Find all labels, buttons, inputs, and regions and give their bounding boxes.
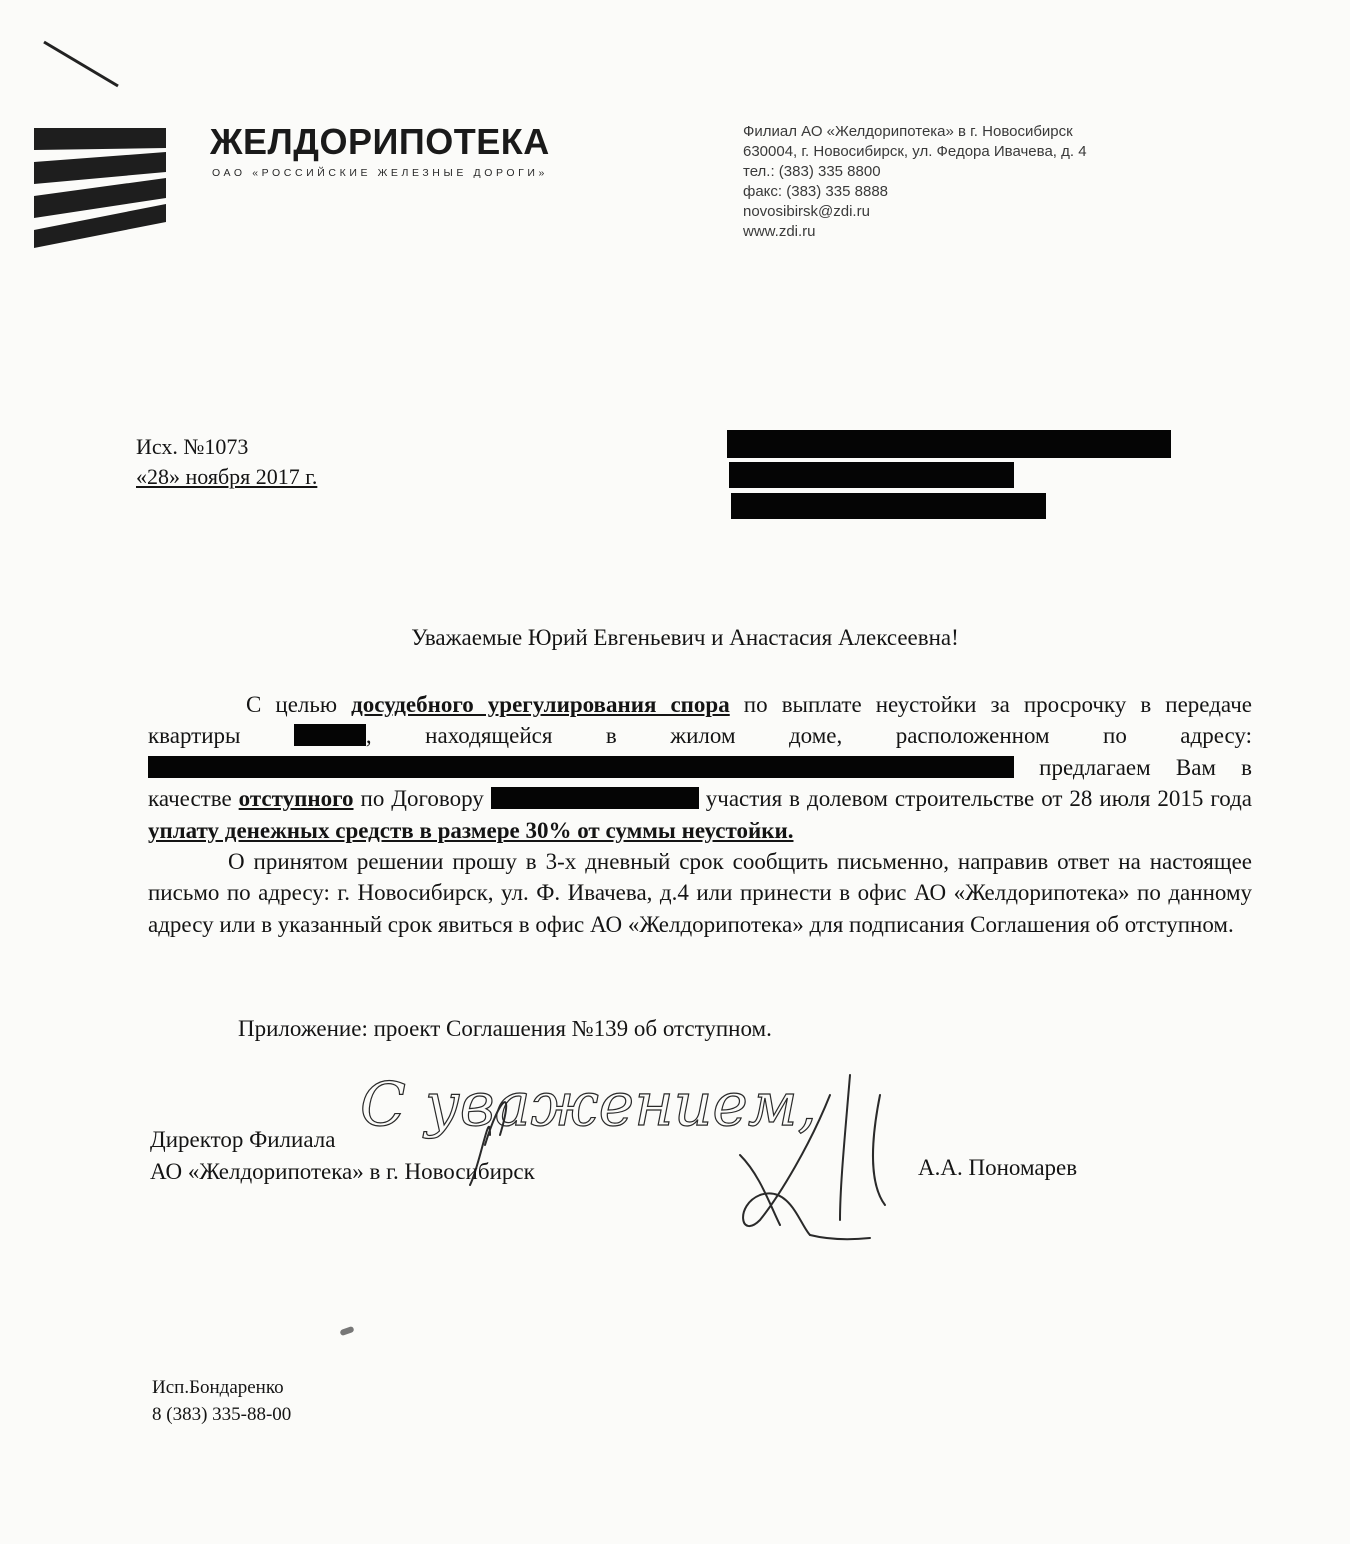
body-text-fragment: , находящейся в жилом доме, расположенном по адресу: (365, 723, 1252, 749)
attachment-note: Приложение: проект Соглашения №139 об отступном. (238, 1016, 772, 1041)
contact-email: novosibirsk@zdi.ru (743, 203, 870, 220)
executor-info (152, 1374, 291, 1428)
executor-phone: 8 (383) 335-88-00 (152, 1404, 292, 1425)
emphasis-pretrial-settlement: досудебного урегулирования спора (351, 692, 730, 717)
contact-fax: факс: (383) 335 8888 (743, 183, 888, 200)
redacted-recipient-line-3 (731, 493, 1046, 519)
signer-name: А.А. Пономарев (918, 1155, 1078, 1180)
reference-date: «28» ноября 2017 г. (136, 464, 318, 489)
body-text-fragment: С целью (246, 692, 352, 717)
body-text-fragment: по Договору (353, 786, 491, 812)
scan-speck (339, 1326, 354, 1336)
redacted-recipient-line-2 (729, 462, 1014, 488)
reference-number: Исх. №1073 (136, 434, 249, 459)
brand-subtitle: ОАО «РОССИЙСКИЕ ЖЕЛЕЗНЫЕ ДОРОГИ» (212, 167, 548, 179)
body-text-fragment: по выплате неустойки за просрочку в передаче квартиры (148, 692, 1252, 749)
body-text-fragment: предлагаем Вам в качестве (148, 754, 1252, 812)
contact-address: 630004, г. Новосибирск, ул. Федора Ивачева, д. 4 (743, 143, 1087, 160)
brand-name: ЖЕЛДОРИПОТЕКА (210, 121, 550, 162)
redacted-contract-number (491, 787, 699, 809)
contact-phone: тел.: (383) 335 8800 (743, 163, 881, 180)
paragraph-response-request: О принятом решении прошу в 3-х дневный срок сообщить письменно, направив ответ на настоящее письмо по адресу: г. Новосибирск, ул. Ф. Ивачева, д.4 или принести в офис АО «Желдорипотека» по данному адресу или в указанный срок явиться в офис АО «Желдорипотека» для подписания Соглашения об отступном. (148, 849, 1252, 937)
scan-artifact-line (40, 36, 130, 96)
salutation: Уважаемые Юрий Евгеньевич и Анастасия Алексеевна! (411, 625, 959, 650)
letter-body (148, 689, 1252, 940)
redacted-recipient-line-1 (727, 430, 1171, 458)
emphasis-compensation: отступного (238, 786, 354, 812)
signer-title-line-1: Директор Филиала (150, 1127, 336, 1152)
striped-logo-icon (34, 126, 166, 248)
redacted-address (148, 756, 1014, 778)
redacted-apartment-number (294, 724, 366, 746)
body-text-fragment: участия в долевом строительстве от 28 июля 2015 года (698, 786, 1253, 812)
executor-name: Исп.Бондаренко (152, 1377, 284, 1398)
signer-position (150, 1124, 535, 1188)
branch-contacts (743, 122, 1087, 242)
emphasis-payment-offer: уплату денежных средств в размере 30% от суммы неустойки. (148, 817, 794, 843)
contact-website: www.zdi.ru (743, 223, 816, 240)
contact-branch: Филиал АО «Желдорипотека» в г. Новосибирск (743, 123, 1073, 140)
outgoing-reference (136, 432, 317, 492)
signature-greeting: С уважением, (360, 1070, 817, 1140)
signer-title-line-2: АО «Желдорипотека» в г. Новосибирск (150, 1159, 535, 1184)
paragraph-offer (148, 689, 1252, 846)
